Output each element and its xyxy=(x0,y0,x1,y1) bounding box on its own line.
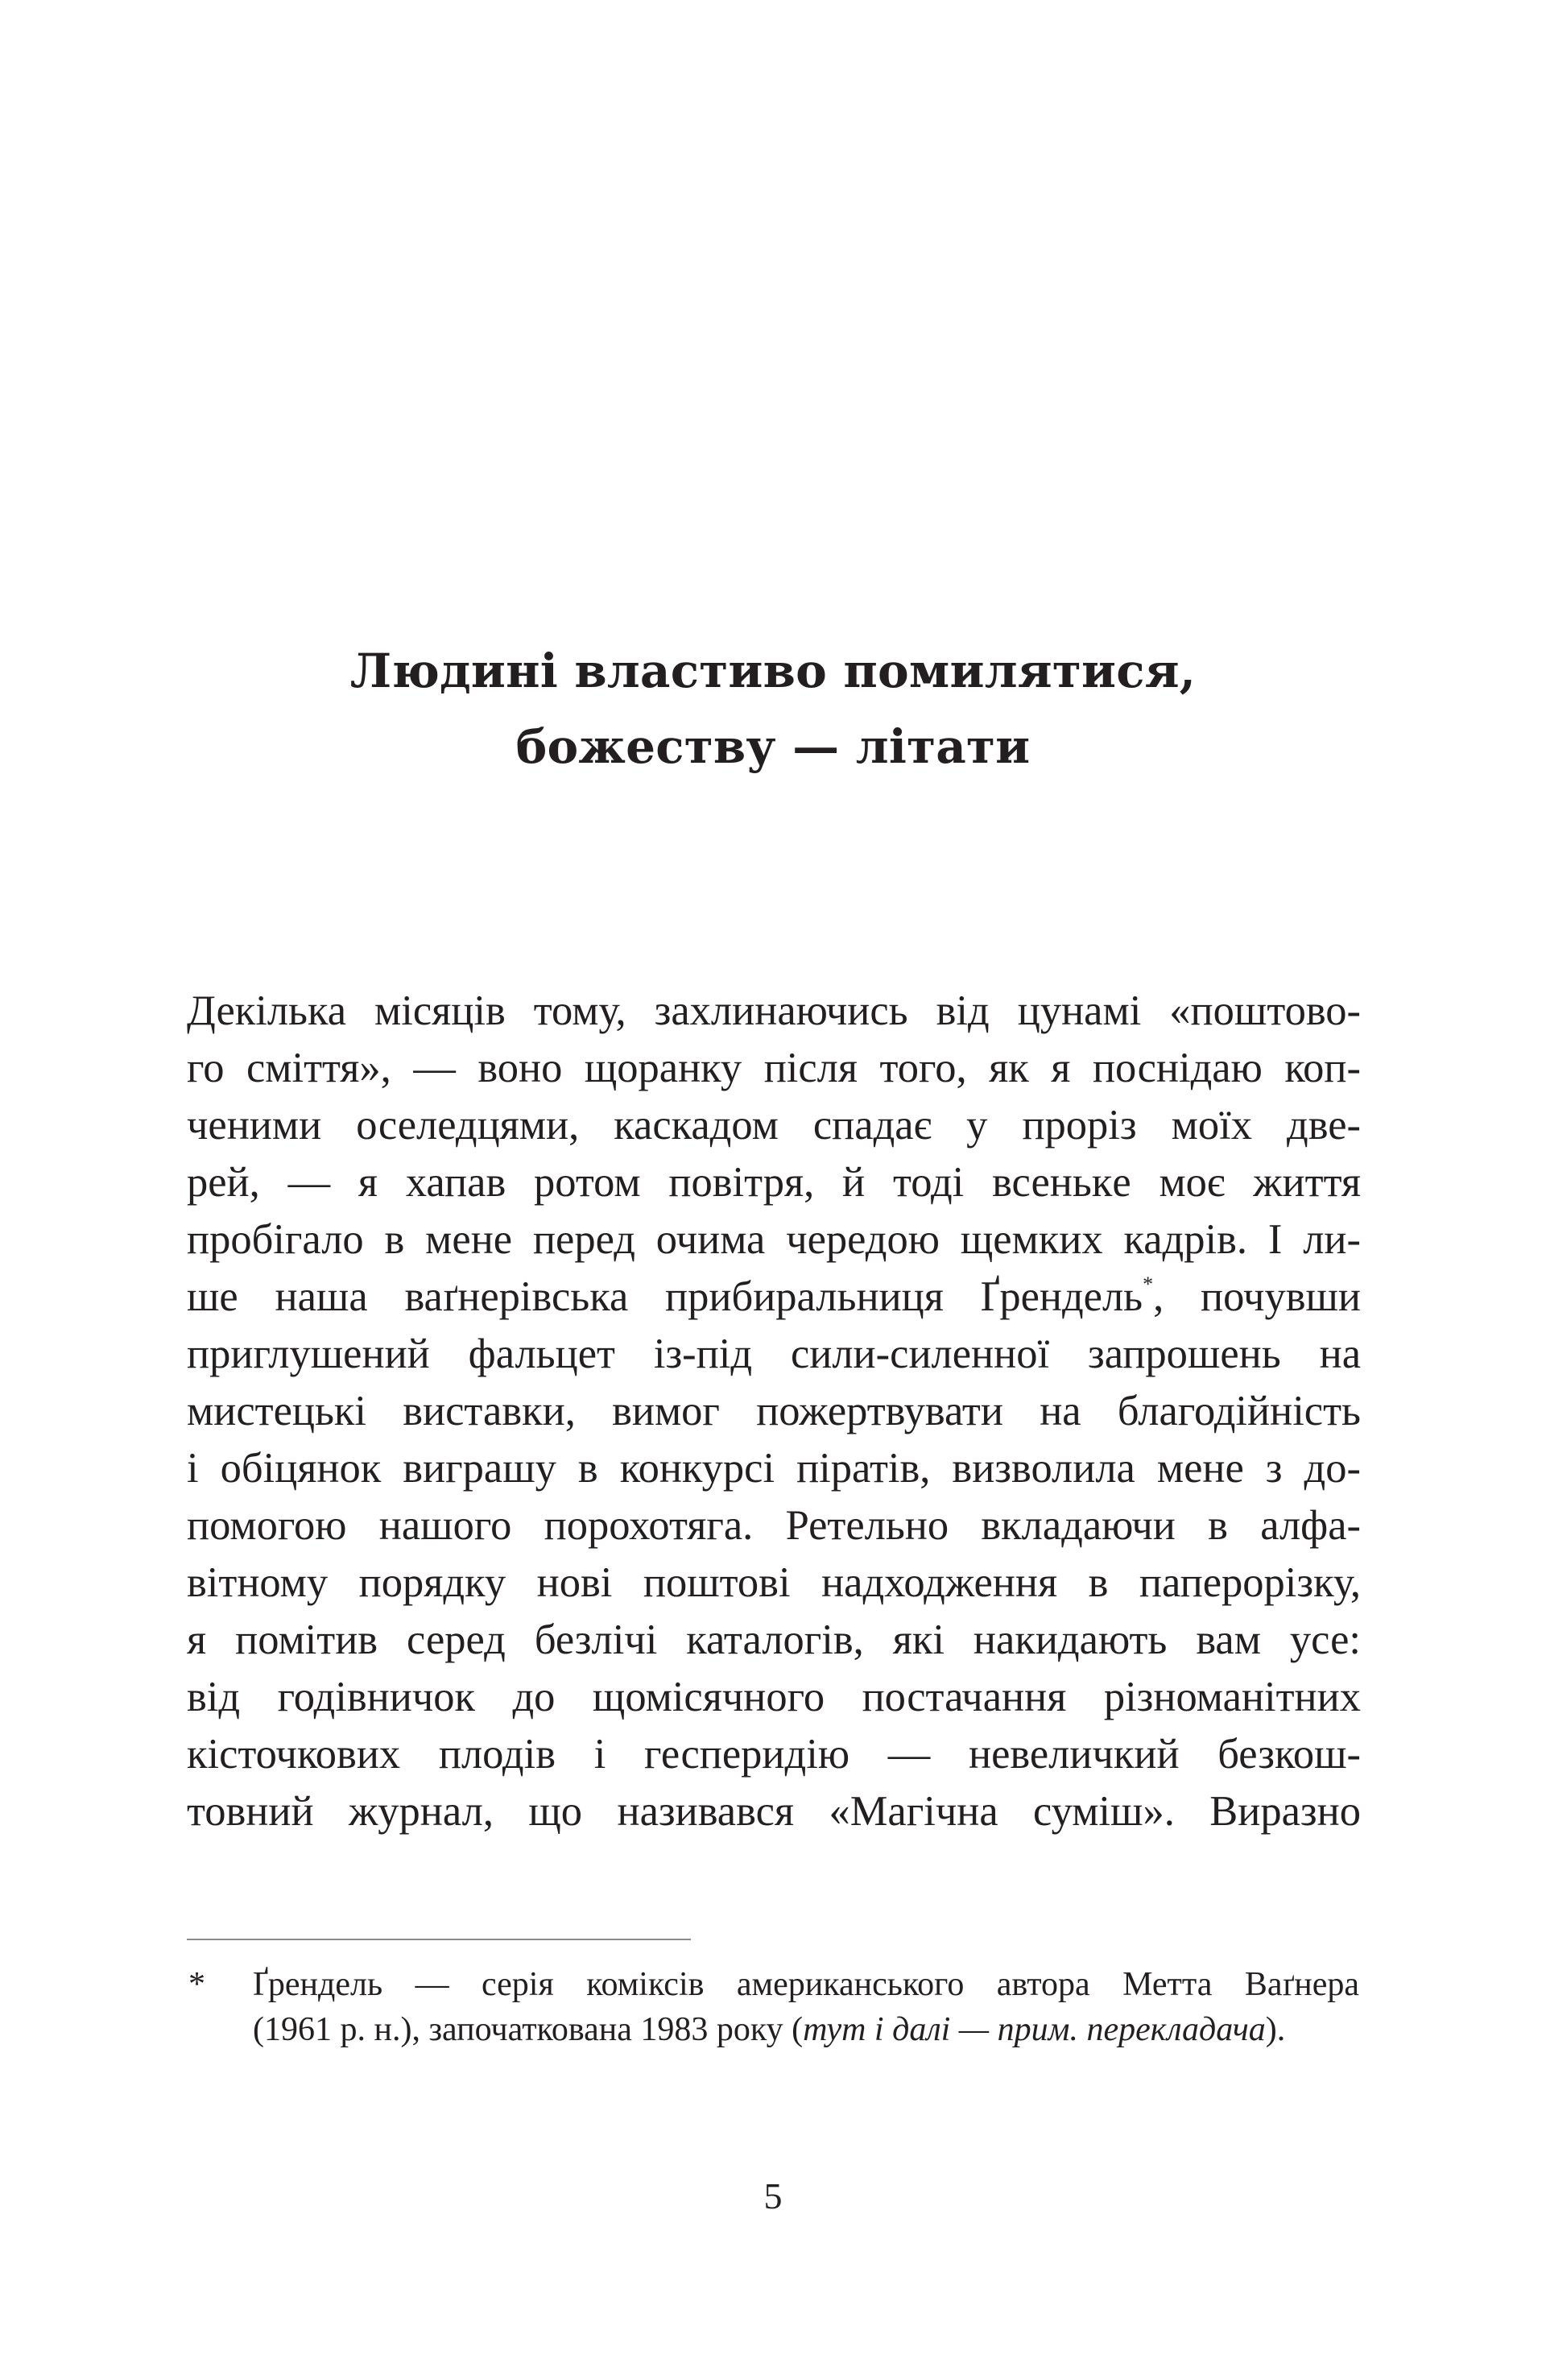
body-line-4: рей, — я хапав ротом повітря, й тоді всенькe моє життя xyxy=(187,1159,1361,1206)
footnote-line-2 xyxy=(253,2007,1359,2052)
body-line-5: пробігало в мене перед очима чередою щемких кадрів. І ли- xyxy=(187,1216,1361,1263)
body-line-6-tail: , почувши xyxy=(1153,1273,1361,1320)
body-line-14: кісточкових плодів і гесперидію — невеличкий безкош- xyxy=(187,1731,1361,1778)
body-line-3: ченими оселедцями, каскадом спадає у проріз моїх две- xyxy=(187,1102,1361,1149)
footnote-text xyxy=(253,1962,1359,2052)
chapter-title xyxy=(187,633,1359,784)
footnote-marker: * xyxy=(188,1966,205,2003)
footnote-divider xyxy=(187,1939,691,1940)
body-line-13: від годівничок до щомісячного постачання різноманітних xyxy=(187,1674,1361,1720)
body-line-7: приглушений фальцет із-під сили-силенної запрошень на xyxy=(187,1331,1361,1377)
body-line-10: помогою нашого порохотяга. Ретельно вкладаючи в алфа- xyxy=(187,1502,1361,1549)
body-line-2: го сміття», — воно щоранку після того, як я поснідаю коп- xyxy=(187,1045,1361,1091)
body-line-1: Декілька місяців тому, захлинаючись від цунамі «поштово- xyxy=(187,987,1361,1034)
chapter-title-line-2: божеству — літати xyxy=(515,719,1031,774)
footnote-line-1: Ґрендель — серія коміксів американського автора Метта Ваґнера xyxy=(253,1966,1359,2003)
body-line-9: і обіцянок виграшу в конкурсі піратів, визволила мене з до- xyxy=(187,1445,1361,1492)
footnote-translator-note: тут і далі — прим. перекладача xyxy=(803,2011,1266,2048)
body-line-6-text: ше наша ваґнерівська прибиральниця Ґрендель xyxy=(187,1273,1143,1320)
body-paragraph xyxy=(187,983,1361,1840)
footnote-line-2-end: ). xyxy=(1265,2011,1286,2048)
body-line-11: вітному порядку нові поштові надходження в паперорізку, xyxy=(187,1559,1361,1606)
chapter-title-line-1: Людині властиво помилятися, xyxy=(349,644,1197,698)
page-number: 5 xyxy=(763,2175,783,2217)
footnote-reference[interactable]: * xyxy=(1143,1273,1154,1296)
body-line-12: я помітив серед безлічі каталогів, які накидають вам усе: xyxy=(187,1616,1361,1663)
body-line-8: мистецькі виставки, вимог пожертвувати на благодійність xyxy=(187,1388,1361,1434)
body-line-15: товний журнал, що називався «Магічна суміш». Виразно xyxy=(187,1788,1361,1835)
footnote-line-2-plain: (1961 р. н.), започаткована 1983 року ( xyxy=(253,2011,804,2048)
body-line-6 xyxy=(187,1269,1361,1326)
